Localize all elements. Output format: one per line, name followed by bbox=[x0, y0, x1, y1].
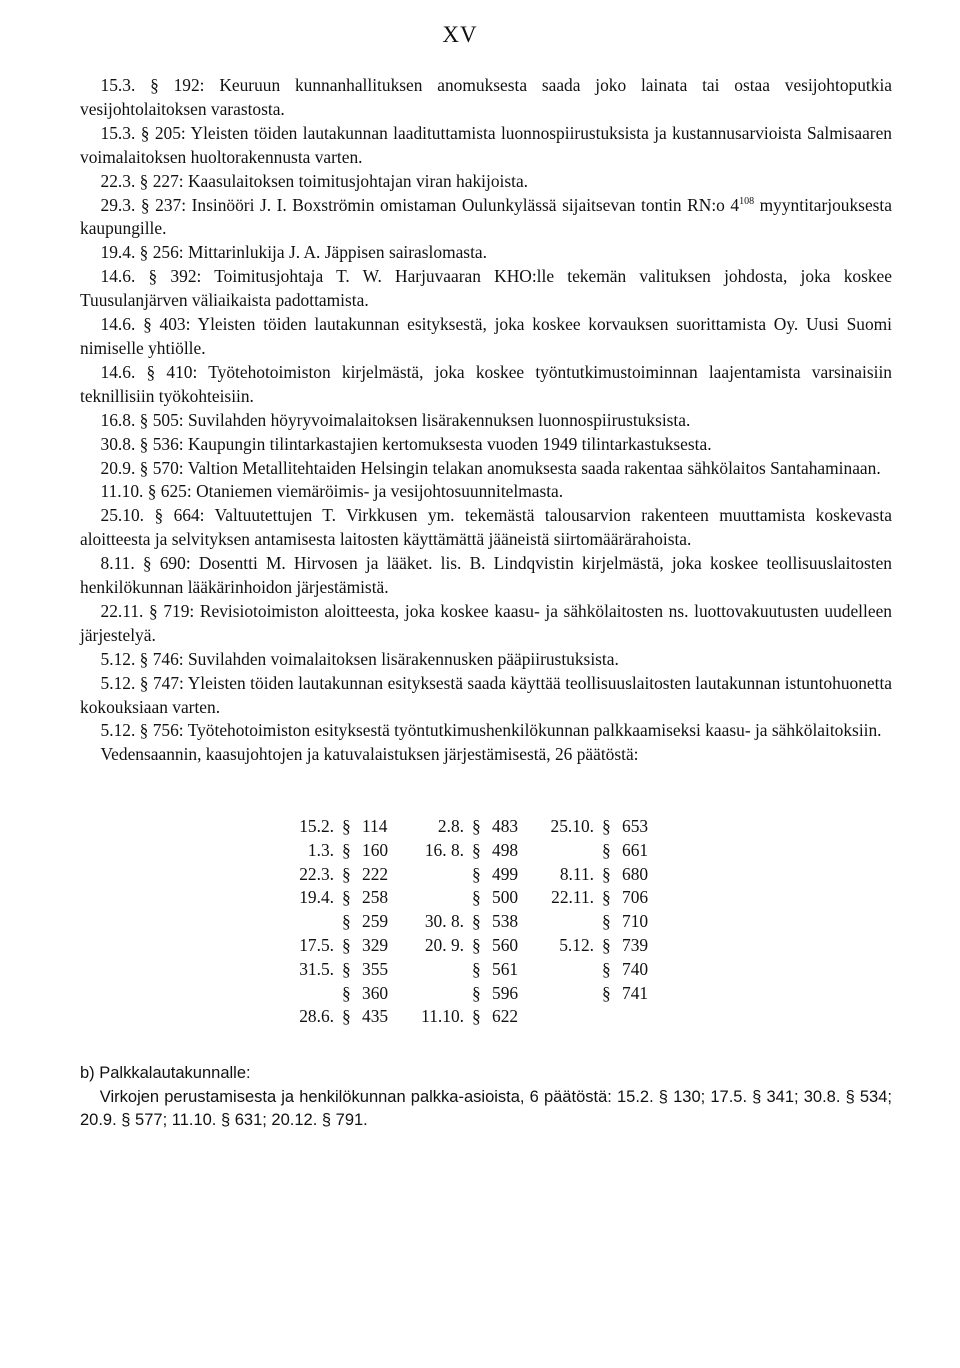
table-row bbox=[288, 886, 678, 910]
decision-entry bbox=[80, 194, 892, 242]
entry-section: § 756: bbox=[139, 720, 184, 741]
entry-section: § 392: bbox=[148, 266, 202, 287]
entry-date: 14.6. bbox=[100, 314, 136, 335]
table-section-sign: § bbox=[472, 934, 481, 955]
table-number: 222 bbox=[362, 863, 389, 884]
table-date: 15.2. bbox=[299, 816, 334, 836]
table-section-sign: § bbox=[342, 863, 351, 884]
table-number: 561 bbox=[492, 958, 519, 979]
table-number: 538 bbox=[492, 911, 519, 932]
table-number: 355 bbox=[362, 958, 389, 979]
entry-text: Toimitusjohtaja T. W. Harjuvaaran KHO:lle tekemän valituksen johdosta, joka koskee Tuusulanjärven väliaikaista padottamista. bbox=[80, 266, 892, 311]
entry-text: Revisiotoimiston aloitteesta, joka koskee kaasu- ja sähkölaitosten ns. luottovakuutusten uudelleen järjestelyä. bbox=[80, 600, 892, 645]
table-date bbox=[418, 982, 472, 1006]
page-number: XV bbox=[442, 22, 478, 47]
entry-date: 14.6. bbox=[100, 361, 136, 382]
table-section-sign: § bbox=[342, 1006, 351, 1027]
table-number: 329 bbox=[362, 934, 389, 955]
table-date: 8.11. bbox=[559, 863, 594, 884]
table-section-sign: § bbox=[472, 958, 481, 979]
entry-date: 5.12. bbox=[100, 720, 136, 741]
table-number: 622 bbox=[492, 1006, 519, 1027]
entry-date: 5.12. bbox=[100, 672, 136, 693]
entry-date: 8.11. bbox=[100, 553, 135, 574]
section-b bbox=[80, 1062, 892, 1133]
entry-section: § 505: bbox=[139, 409, 184, 430]
section-b-heading: b) Palkkalautakunnalle: bbox=[80, 1064, 251, 1082]
entry-text: Insinööri J. I. Boxströmin omistaman Oulunkylässä sijaitsevan tontin RN:o 4 bbox=[191, 194, 740, 215]
table-section-sign: § bbox=[602, 816, 611, 836]
table-section-sign bbox=[602, 1005, 618, 1029]
entry-section: § 747: bbox=[139, 672, 184, 693]
table-number: 680 bbox=[622, 863, 649, 884]
table-section-sign: § bbox=[602, 887, 611, 908]
table-date: 1.3. bbox=[307, 839, 334, 860]
decision-entry bbox=[80, 265, 892, 313]
table-number: 706 bbox=[622, 887, 649, 908]
table-number: 435 bbox=[362, 1006, 389, 1027]
table-number: 114 bbox=[362, 816, 388, 836]
entry-date: 29.3. bbox=[100, 194, 136, 215]
table-date: 16. 8. bbox=[424, 839, 464, 860]
entry-text: Yleisten töiden lautakunnan esityksestä saada käyttää teollisuuslaitosten lautakunnan istuntohuonetta kokouksiaan varten. bbox=[80, 672, 893, 717]
entry-date: 22.11. bbox=[100, 600, 144, 621]
table-section-sign: § bbox=[342, 816, 351, 836]
entry-text: Yleisten töiden lautakunnan esityksestä, joka koskee korvauksen suorittamista Oy. Uusi Suomi nimiselle yhtiölle. bbox=[80, 314, 892, 358]
table-date: 31.5. bbox=[299, 958, 334, 979]
decision-entry bbox=[80, 170, 892, 194]
table-section-sign: § bbox=[342, 934, 351, 955]
table-number: 740 bbox=[622, 958, 649, 979]
decision-entry bbox=[80, 480, 892, 504]
table-date bbox=[548, 839, 602, 863]
table-section-sign: § bbox=[602, 911, 611, 932]
entry-text: Suvilahden höyryvoimalaitoksen lisärakennuksen luonnospiirustuksista. bbox=[188, 409, 691, 430]
decision-entry bbox=[80, 313, 892, 361]
entry-section: § 625: bbox=[147, 481, 192, 502]
table-date bbox=[548, 958, 602, 982]
table-date bbox=[548, 1005, 602, 1029]
summary-line: Vedensaannin, kaasujohtojen ja katuvalaistuksen järjestämisestä, 26 päätöstä: bbox=[100, 744, 639, 765]
table-section-sign: § bbox=[602, 863, 611, 884]
table-section-sign: § bbox=[602, 982, 611, 1003]
entry-date: 5.12. bbox=[100, 648, 136, 669]
table-date: 22.3. bbox=[299, 863, 334, 884]
table-number: 499 bbox=[492, 863, 519, 884]
table-date bbox=[418, 863, 472, 887]
entry-date: 25.10. bbox=[100, 505, 145, 526]
entry-text: Yleisten töiden lautakunnan laadituttamista luonnospiirustuksista ja kustannusarvioista Salmisaaren voimalaitoksen huoltorakennusta varten. bbox=[80, 122, 893, 167]
table-date: 17.5. bbox=[299, 934, 334, 955]
entry-text: Keuruun kunnanhallituksen anomuksesta saada joko lainata tai ostaa vesijohtoputkia vesijohtolaitoksen varastosta. bbox=[80, 75, 893, 119]
entry-date: 11.10. bbox=[100, 481, 144, 502]
table-date bbox=[418, 958, 472, 982]
table-section-sign: § bbox=[472, 1006, 481, 1027]
entry-text: Otaniemen viemäröimis- ja vesijohtosuunnitelmasta. bbox=[196, 481, 564, 502]
table-section-sign: § bbox=[472, 816, 481, 836]
table-section-sign: § bbox=[602, 839, 611, 860]
table-date: 20. 9. bbox=[424, 934, 464, 955]
table-date bbox=[548, 982, 602, 1006]
decision-entry bbox=[80, 504, 892, 552]
entry-date: 15.3. bbox=[100, 75, 136, 95]
entry-text: Kaasulaitoksen toimitusjohtajan viran hakijoista. bbox=[188, 170, 529, 191]
entry-text: Kaupungin tilintarkastajien kertomuksesta vuoden 1949 tilintarkastuksesta. bbox=[188, 433, 712, 454]
table-section-sign: § bbox=[342, 911, 351, 932]
decision-entry bbox=[80, 74, 892, 122]
entry-text: Mittarinlukija J. A. Jäppisen sairaslomasta. bbox=[188, 242, 487, 263]
entry-text: Valtion Metallitehtaiden Helsingin telakan anomuksesta saada rakentaa sähkölaitos Santahaminaan. bbox=[187, 457, 881, 478]
entry-section: § 570: bbox=[139, 457, 184, 478]
entry-date: 14.6. bbox=[100, 266, 136, 287]
entry-text-after: myyntitarjouksesta kaupungille. bbox=[80, 194, 892, 239]
entry-date: 30.8. bbox=[100, 433, 136, 454]
table-date bbox=[418, 886, 472, 910]
decision-entry bbox=[80, 122, 892, 170]
entry-text: Dosentti M. Hirvosen ja lääket. lis. B. Lindqvistin kirjelmästä, joka koskee teollisuuslaitosten henkilökunnan lääkärinhoidon järjestämistä. bbox=[80, 553, 893, 598]
entry-date: 19.4. bbox=[100, 242, 136, 263]
entry-section: § 403: bbox=[143, 314, 191, 335]
table-number: 560 bbox=[492, 934, 519, 955]
decision-entry bbox=[80, 457, 892, 481]
entry-date: 16.8. bbox=[100, 409, 136, 430]
table-number: 596 bbox=[492, 982, 519, 1003]
table-section-sign: § bbox=[602, 958, 611, 979]
table-date: 28.6. bbox=[299, 1006, 334, 1027]
table-date: 22.11. bbox=[551, 887, 594, 908]
table-number: 360 bbox=[362, 982, 389, 1003]
entry-section: § 410: bbox=[146, 361, 198, 382]
decision-entry bbox=[80, 361, 892, 409]
table-section-sign: § bbox=[472, 887, 481, 908]
entry-text: Työtehotoimiston kirjelmästä, joka koskee työntutkimustoiminnan laajentamista varsinaisiin teknillisiin työkohteisiin. bbox=[80, 361, 892, 406]
decision-entry bbox=[80, 241, 892, 265]
entry-date: 22.3. bbox=[100, 170, 136, 191]
table-row bbox=[288, 815, 678, 839]
entry-section: § 256: bbox=[139, 242, 184, 263]
table-section-sign: § bbox=[342, 982, 351, 1003]
decision-table-grid bbox=[288, 815, 678, 1029]
table-row bbox=[288, 958, 678, 982]
decision-entry bbox=[80, 433, 892, 457]
table-row bbox=[288, 934, 678, 958]
table-row bbox=[288, 982, 678, 1006]
entry-section: § 237: bbox=[140, 194, 187, 215]
decision-entry bbox=[80, 648, 892, 672]
entry-text: Suvilahden voimalaitoksen lisärakennusken pääpiirustuksista. bbox=[188, 648, 619, 669]
table-date bbox=[288, 982, 342, 1006]
entry-section: § 205: bbox=[140, 122, 186, 143]
decision-list bbox=[80, 74, 892, 767]
table-number: 259 bbox=[362, 911, 389, 932]
table-section-sign: § bbox=[472, 863, 481, 884]
entry-section: § 690: bbox=[142, 553, 191, 574]
entry-date: 20.9. bbox=[100, 457, 136, 478]
table-date: 19.4. bbox=[299, 887, 334, 908]
table-section-sign: § bbox=[602, 934, 611, 955]
table-section-sign: § bbox=[342, 839, 351, 860]
table-row bbox=[288, 863, 678, 887]
entry-section: § 192: bbox=[150, 75, 205, 95]
table-row bbox=[288, 1005, 678, 1029]
table-section-sign: § bbox=[342, 958, 351, 979]
table-date: 30. 8. bbox=[424, 911, 464, 932]
table-number: 160 bbox=[362, 839, 389, 860]
decision-table bbox=[288, 815, 708, 1029]
table-section-sign: § bbox=[472, 839, 481, 860]
table-number: 661 bbox=[622, 839, 649, 860]
decision-entry bbox=[80, 600, 892, 648]
table-number: 653 bbox=[622, 816, 649, 836]
table-number: 741 bbox=[622, 982, 649, 1003]
table-section-sign: § bbox=[472, 982, 481, 1003]
decision-entry bbox=[80, 409, 892, 433]
table-date: 2.8. bbox=[437, 816, 464, 836]
table-date: 11.10. bbox=[421, 1006, 464, 1027]
entry-section: § 664: bbox=[154, 505, 205, 526]
entry-section: § 746: bbox=[139, 648, 184, 669]
table-number: 498 bbox=[492, 839, 519, 860]
entry-text: Valtuutettujen T. Virkkusen ym. tekemästä talousarvion rakenteen muuttamista koskevasta aloitteesta ja selvityksen antamisesta laitosten käyttämättä jääneistä siirtomäärärahoista. bbox=[80, 505, 892, 550]
entry-superscript: 108 bbox=[739, 195, 755, 207]
table-number: 483 bbox=[492, 816, 519, 836]
table-section-sign: § bbox=[342, 887, 351, 908]
section-b-paragraph: Virkojen perustamisesta ja henkilökunnan palkka-asioista, 6 päätöstä: 15.2. § 130; 17.5. § 341; 30.8. § 534; 20.9. § 577; 11.10. § 631; 20.12. § 791. bbox=[80, 1087, 892, 1130]
table-row bbox=[288, 839, 678, 863]
table-row bbox=[288, 910, 678, 934]
entry-date: 15.3. bbox=[100, 122, 136, 143]
decision-entry bbox=[80, 719, 892, 743]
table-date: 5.12. bbox=[559, 934, 594, 955]
table-number: 739 bbox=[622, 934, 649, 955]
table-section-sign: § bbox=[472, 911, 481, 932]
entry-section: § 227: bbox=[139, 170, 184, 191]
table-date bbox=[548, 910, 602, 934]
table-number: 258 bbox=[362, 887, 389, 908]
table-number: 710 bbox=[622, 911, 649, 932]
table-date: 25.10. bbox=[550, 816, 594, 836]
table-date bbox=[288, 910, 342, 934]
table-number bbox=[618, 1005, 678, 1029]
decision-entry bbox=[80, 672, 892, 720]
decision-entry bbox=[80, 552, 892, 600]
entry-section: § 719: bbox=[149, 600, 195, 621]
entry-text: Työtehotoimiston esityksestä työntutkimushenkilökunnan palkkaamiseksi kaasu- ja sähkölaitoksiin. bbox=[187, 720, 882, 741]
entry-section: § 536: bbox=[139, 433, 184, 454]
table-number: 500 bbox=[492, 887, 519, 908]
